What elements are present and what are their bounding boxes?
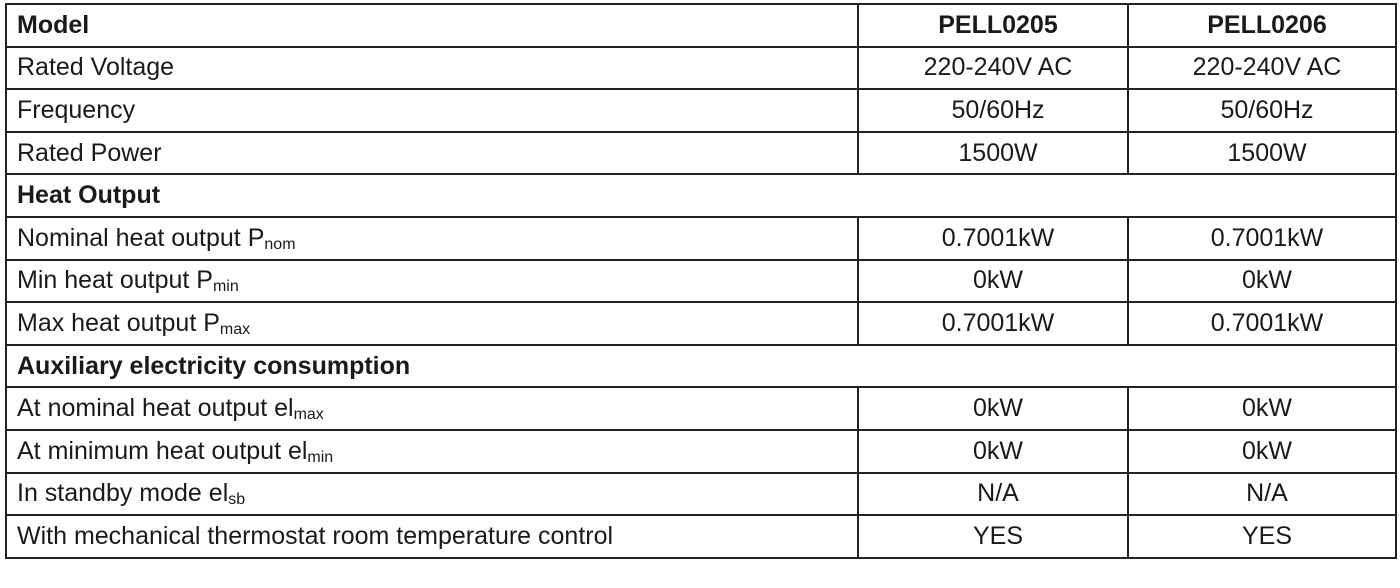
table-row <box>6 473 1396 516</box>
label-text: Max heat output P <box>17 308 220 337</box>
cell-value: N/A <box>858 473 1128 516</box>
row-label-min-heat-output <box>6 260 858 303</box>
label-subscript: max <box>219 320 251 338</box>
label-text: At minimum heat output el <box>17 436 308 465</box>
cell-value: N/A <box>1128 473 1396 516</box>
label-subscript: min <box>307 448 334 466</box>
table-row <box>6 430 1396 473</box>
row-label-frequency: Frequency <box>6 89 858 132</box>
table-row <box>6 47 1396 90</box>
row-label-nominal-heat-output <box>6 217 858 260</box>
cell-value: 0kW <box>1128 260 1396 303</box>
label-text: At nominal heat output el <box>17 394 294 423</box>
cell-value: 0.7001kW <box>858 302 1128 345</box>
table-row <box>6 132 1396 175</box>
label-text: In standby mode el <box>17 479 229 508</box>
table-header-row <box>6 4 1396 47</box>
label-text: Min heat output P <box>17 266 213 295</box>
cell-value: YES <box>1128 515 1396 558</box>
section-header-auxiliary <box>6 345 1396 388</box>
row-label-rated-voltage: Rated Voltage <box>6 47 858 90</box>
row-label-max-heat-output <box>6 302 858 345</box>
label-text: With mechanical thermostat room temperature control <box>17 521 614 550</box>
cell-value: 0kW <box>1128 387 1396 430</box>
section-header-heat-output <box>6 174 1396 217</box>
cell-value: 0.7001kW <box>1128 302 1396 345</box>
cell-value: 50/60Hz <box>1128 89 1396 132</box>
cell-value: 50/60Hz <box>858 89 1128 132</box>
row-label-aux-minimum <box>6 430 858 473</box>
label-subscript: nom <box>264 235 296 253</box>
table-row <box>6 515 1396 558</box>
cell-value: 0kW <box>858 430 1128 473</box>
header-label-cell: Model <box>6 4 858 47</box>
table-row <box>6 89 1396 132</box>
spec-table <box>5 3 1397 559</box>
cell-value: 0kW <box>858 387 1128 430</box>
row-label-aux-nominal <box>6 387 858 430</box>
section-title: Heat Output <box>6 174 1396 217</box>
table-row <box>6 302 1396 345</box>
cell-value: 0kW <box>858 260 1128 303</box>
cell-value: YES <box>858 515 1128 558</box>
label-subscript: sb <box>228 491 246 509</box>
cell-value: 220-240V AC <box>858 47 1128 90</box>
label-text: Nominal heat output P <box>17 223 265 252</box>
row-label-thermostat-control <box>6 515 858 558</box>
table-row <box>6 387 1396 430</box>
cell-value: 0.7001kW <box>1128 217 1396 260</box>
cell-value: 0kW <box>1128 430 1396 473</box>
label-subscript: min <box>212 278 239 296</box>
row-label-aux-standby <box>6 473 858 516</box>
row-label-rated-power: Rated Power <box>6 132 858 175</box>
cell-value: 1500W <box>1128 132 1396 175</box>
label-subscript: max <box>293 406 324 424</box>
model-header-pell0205: PELL0205 <box>858 4 1128 47</box>
cell-value: 1500W <box>858 132 1128 175</box>
table-row <box>6 260 1396 303</box>
cell-value: 220-240V AC <box>1128 47 1396 90</box>
section-title: Auxiliary electricity consumption <box>6 345 1396 388</box>
table-row <box>6 217 1396 260</box>
model-header-pell0206: PELL0206 <box>1128 4 1396 47</box>
cell-value: 0.7001kW <box>858 217 1128 260</box>
